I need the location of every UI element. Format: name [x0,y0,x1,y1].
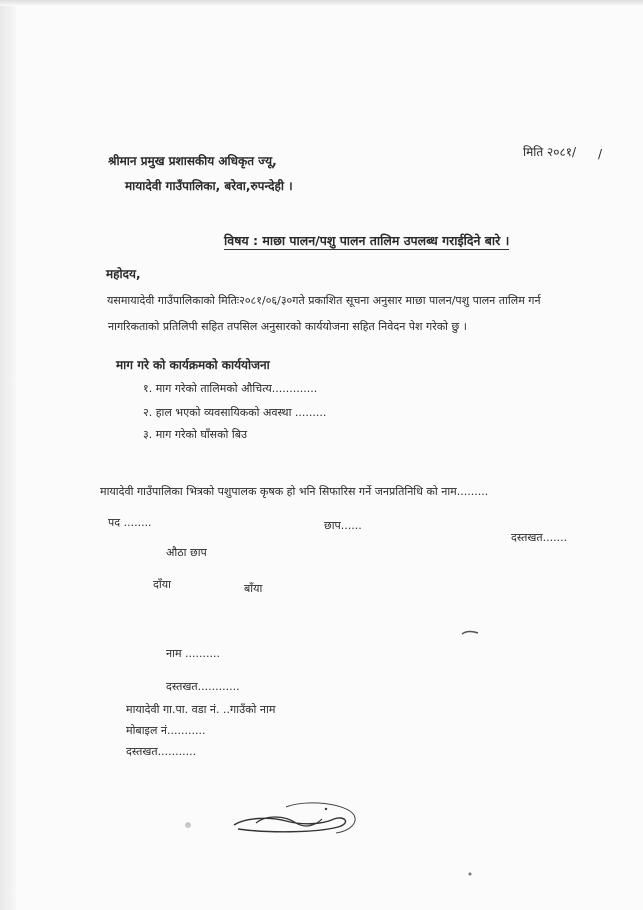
addressee-line-2: मायादेवी गाउँपालिका, बरेवा,रुपन्देही । [125,179,293,193]
page-top-shadow [0,0,643,6]
handwritten-signature-graphic [226,795,366,845]
post-field: पद ........ [108,516,152,529]
body-line-2: नागरिकताको प्रतिलिपी सहित तपसिल अनुसारको कार्ययोजना सहित निवेदन पेश गरेको छु । [108,320,467,333]
ink-dot-mark-2 [466,870,474,878]
plan-heading: माग गरे को कार्यक्रमको कार्ययोजना [116,358,270,372]
applicant-address-field: मायादेवी गा.पा. वडा नं. ..गाउँको नाम [126,703,276,716]
thumbprint-right: दाँया [153,578,171,591]
date-mark: / [598,147,603,161]
recommendation-text: मायादेवी गाउँपालिका भित्रको पशुपालक कृषक हो भनि सिफारिस गर्ने जनप्रतिनिधि को नाम......... [100,485,489,498]
applicant-name-field: नाम .......... [166,647,220,660]
thumbprint-heading: औठा छाप [166,546,207,559]
plan-item-3: ३. माग गरेको घाँसको बिउ [143,428,248,441]
plan-item-2: २. हाल भएको व्यवसायिकको अवस्था ......... [143,406,327,419]
applicant-signature-field-2: दस्तखत........... [126,745,197,758]
applicant-mobile-field: मोबाइल नं........... [126,724,206,737]
salutation: महोदय, [106,267,141,281]
date-label: मिति २०८१/ [523,145,577,159]
ink-dot-mark [183,820,193,830]
addressee-line-1: श्रीमान प्रमुख प्रशासकीय अधिकृत ज्यू, [108,154,277,168]
plan-item-1: १. माग गरेको तालिमको औचित्य............. [143,382,318,395]
page-left-shadow [0,0,16,910]
stamp-field: छाप...... [324,519,362,532]
subject-line [224,233,509,249]
recommender-signature-field: दस्तखत....... [511,531,568,544]
ink-smudge-mark [460,628,480,638]
body-line-1: यसमायादेवी गाउँपालिकाको मितिः२०८१/०६/३०गते प्रकाशित सूचना अनुसार माछा पालन/पशु पालन तालिम गर्न [107,294,541,307]
applicant-signature-field: दस्तखत............ [166,680,240,693]
subject-text: विषय : माछा पालन/पशु पालन तालिम उपलब्ध गराईदिने बारे । [224,233,510,248]
thumbprint-left: बाँया [244,582,263,595]
